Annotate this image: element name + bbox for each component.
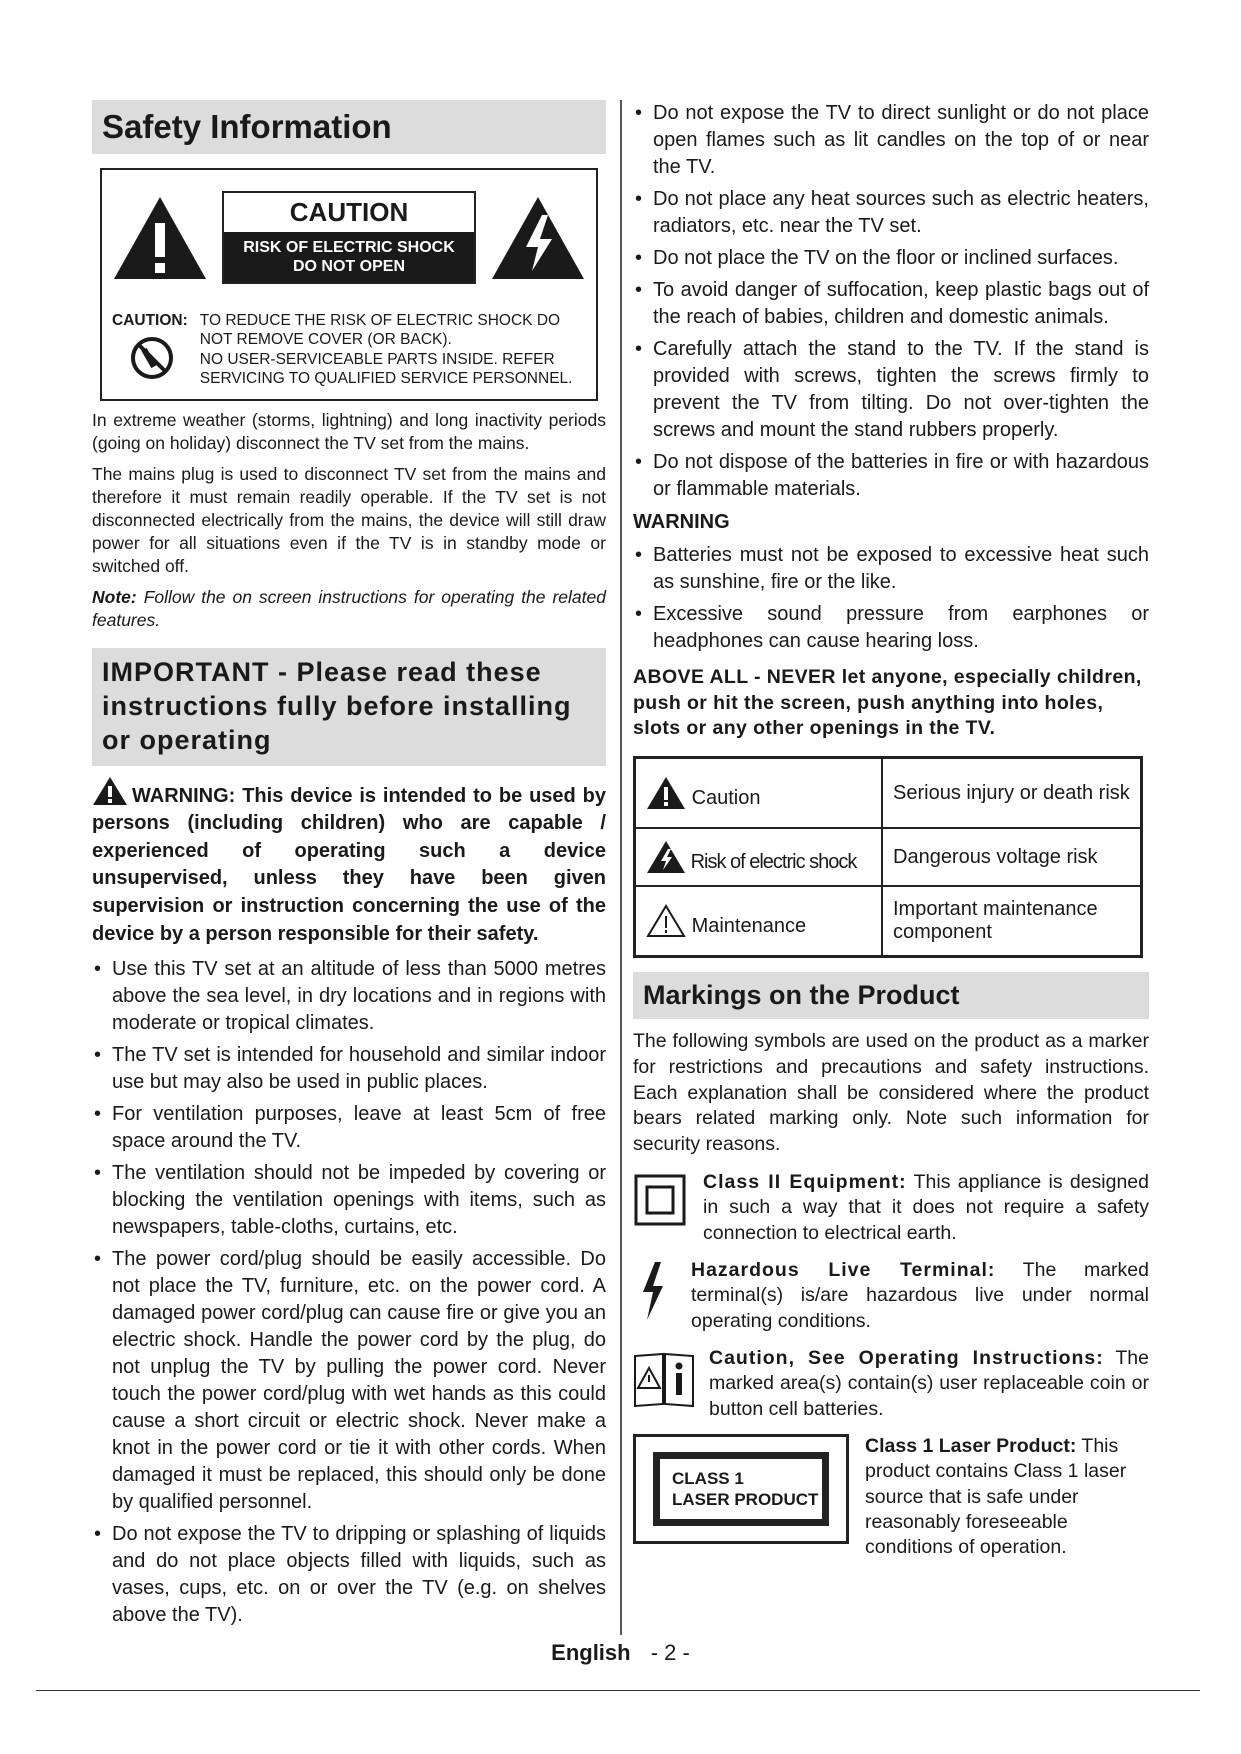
caution-title: CAUTION xyxy=(289,196,409,227)
caution-text-line: SERVICING TO QUALIFIED SERVICE PERSONNEL. xyxy=(199,370,573,388)
footer-language: English xyxy=(551,1640,631,1665)
safety-list xyxy=(633,100,1149,503)
list-item: • Excessive sound pressure from earphones or headphones can cause hearing loss. xyxy=(633,601,1149,655)
table-row xyxy=(635,758,1142,829)
list-item: • Carefully attach the stand to the TV. If the stand is provided with screws, tighten the screws firmly to prevent the TV from tilting. Do not over-tighten the screws and mount the stand rubbers properly. xyxy=(633,336,1149,444)
marking-title: Caution, See Operating Instructions: xyxy=(709,1346,1104,1369)
footer-rule xyxy=(36,1690,1200,1691)
caution-see-instructions-icon xyxy=(633,1346,695,1410)
list-item: • Use this TV set at an altitude of less than 5000 metres above the sea level, in dry locations and in regions with moderate or tropical climates. xyxy=(92,956,606,1037)
note-text: Follow the on screen instructions for operating the related features. xyxy=(92,587,606,631)
marking-operating-instructions xyxy=(633,1346,1149,1422)
list-item: • Do not place the TV on the floor or inclined surfaces. xyxy=(633,245,1149,272)
table-row xyxy=(635,886,1142,957)
marking-live-terminal xyxy=(633,1258,1149,1334)
warning-triangle-icon xyxy=(112,193,208,283)
page-footer xyxy=(0,1640,1241,1666)
list-item: • Do not dispose of the batteries in fire or with hazardous or flammable materials. xyxy=(633,449,1149,503)
safety-list xyxy=(92,956,606,1629)
caution-box xyxy=(100,168,598,401)
note-label: Note: xyxy=(92,587,137,608)
caution-sub-line: DO NOT OPEN xyxy=(292,258,405,275)
page-number: - 2 - xyxy=(650,1640,690,1665)
table-row xyxy=(635,828,1142,886)
marking-text: The marked area(s) contain(s) user replaceable coin or button cell batteries. xyxy=(709,1346,1149,1420)
warning-triangle-icon xyxy=(92,776,128,806)
laser-label xyxy=(633,1434,849,1544)
note xyxy=(92,586,606,632)
caution-sub-line: RISK OF ELECTRIC SHOCK xyxy=(243,238,455,256)
marking-title: Class 1 Laser Product: xyxy=(865,1434,1077,1457)
warning-text: WARNING: This device is intended to be used by persons (including children) who are capable / experienced of operating such a device unsupervised, unless they have been given supervision or instruction concerning the use of the device by a person responsible for their safety. xyxy=(92,784,606,945)
important-heading: IMPORTANT - Please read these instructions fully before installing or operating xyxy=(92,648,606,765)
list-item: • The TV set is intended for household and similar indoor use but may also be used in public places. xyxy=(92,1042,606,1096)
left-column xyxy=(92,100,606,1634)
list-item: • Do not place any heat sources such as electric heaters, radiators, etc. near the TV set. xyxy=(633,186,1149,240)
class-ii-icon xyxy=(633,1170,687,1230)
lightning-bolt-icon xyxy=(633,1258,673,1324)
table-cell: Serious injury or death risk xyxy=(882,758,1142,829)
paragraph: The mains plug is used to disconnect TV set from the mains and therefore it must remain readily operable. If the TV set is not disconnected electrically from the mains, the device will still draw power for all situations even if the TV is in standby mode or switched off. xyxy=(92,463,606,577)
markings-title: Markings on the Product xyxy=(633,972,1149,1019)
caution-text-line: NOT REMOVE COVER (OR BACK). xyxy=(199,331,452,349)
warning-heading: WARNING xyxy=(633,511,730,533)
caution-text-line: TO REDUCE THE RISK OF ELECTRIC SHOCK DO xyxy=(199,312,561,329)
marking-text: This appliance is designed in such a way that it does not require a safety connection to electrical earth. xyxy=(703,1170,1149,1244)
marking-title: Class II Equipment: xyxy=(703,1170,907,1193)
list-item: • Do not expose the TV to direct sunlight or do not place open flames such as lit candles on the top of or near the TV. xyxy=(633,100,1149,181)
list-item: • Do not expose the TV to dripping or splashing of liquids and do not place objects filled with liquids, such as vases, cups, etc. on or over the TV (e.g. on shelves above the TV). xyxy=(92,1521,606,1629)
table-cell xyxy=(635,758,883,829)
table-cell xyxy=(635,828,883,886)
table-cell xyxy=(635,886,883,957)
list-item: • The ventilation should not be impeded by covering or blocking the ventilation openings with items, such as newspapers, table-cloths, curtains, etc. xyxy=(92,1160,606,1241)
marking-laser xyxy=(633,1434,1149,1561)
list-item: • The power cord/plug should be easily accessible. Do not place the TV, furniture, etc. on the power cord. A damaged power cord/plug can cause fire or give you an electric shock. Handle the power cord by the plug, do not unplug the TV by pulling the power cord. Never touch the power cord/plug with wet hands as this could cause a short circuit or electric shock. Never make a knot in the power cord or tie it with other cords. When damaged it must be replaced, this should only be done by qualified personnel. xyxy=(92,1246,606,1516)
marking-text: The marked terminal(s) is/are hazardous live under normal operating conditions. xyxy=(691,1258,1149,1332)
marking-class-ii xyxy=(633,1170,1149,1246)
caution-text-label: CAUTION: xyxy=(112,312,188,329)
column-divider xyxy=(620,100,622,1635)
list-item: • To avoid danger of suffocation, keep plastic bags out of the reach of babies, children and domestic animals. xyxy=(633,277,1149,331)
laser-label-line: CLASS 1 xyxy=(672,1468,744,1488)
no-tools-icon xyxy=(130,336,174,380)
maintenance-icon xyxy=(646,904,686,938)
table-cell: Important maintenance component xyxy=(882,886,1142,957)
paragraph: In extreme weather (storms, lightning) and long inactivity periods (going on holiday) disconnect the TV set from the mains. xyxy=(92,409,606,453)
warning-list xyxy=(633,542,1149,655)
caution-label xyxy=(222,191,476,284)
section-title: Safety Information xyxy=(92,100,606,154)
warning-paragraph xyxy=(92,776,606,949)
list-item: • For ventilation purposes, leave at least 5cm of free space around the TV. xyxy=(92,1101,606,1155)
symbol-table xyxy=(633,756,1143,958)
list-item: • Batteries must not be exposed to excessive heat such as sunshine, fire or the like. xyxy=(633,542,1149,596)
symbol-name: Caution xyxy=(691,787,761,810)
electric-shock-icon xyxy=(646,840,686,874)
symbol-name: Risk of electric shock xyxy=(690,851,857,874)
caution-icon xyxy=(646,776,686,810)
caution-subtitle xyxy=(224,232,474,282)
laser-label-line: LASER PRODUCT xyxy=(672,1489,819,1509)
symbol-name: Maintenance xyxy=(691,915,807,938)
electric-shock-icon xyxy=(490,193,586,283)
table-cell: Dangerous voltage risk xyxy=(882,828,1142,886)
marking-title: Hazardous Live Terminal: xyxy=(691,1258,996,1281)
right-column xyxy=(633,100,1149,1573)
above-all-notice: ABOVE ALL - NEVER let anyone, especially children, push or hit the screen, push anything into holes, slots or any other openings in the TV. xyxy=(633,666,1142,740)
marking-text: This product contains Class 1 laser source that is safe under reasonably foreseeable conditions of operation. xyxy=(865,1434,1127,1559)
caution-text-line: NO USER-SERVICEABLE PARTS INSIDE. REFER xyxy=(199,350,555,368)
markings-intro: The following symbols are used on the product as a marker for restrictions and precautions and safety instructions. Each explanation shall be considered where the product bears related marking only. Note such information for security reasons. xyxy=(633,1030,1149,1156)
